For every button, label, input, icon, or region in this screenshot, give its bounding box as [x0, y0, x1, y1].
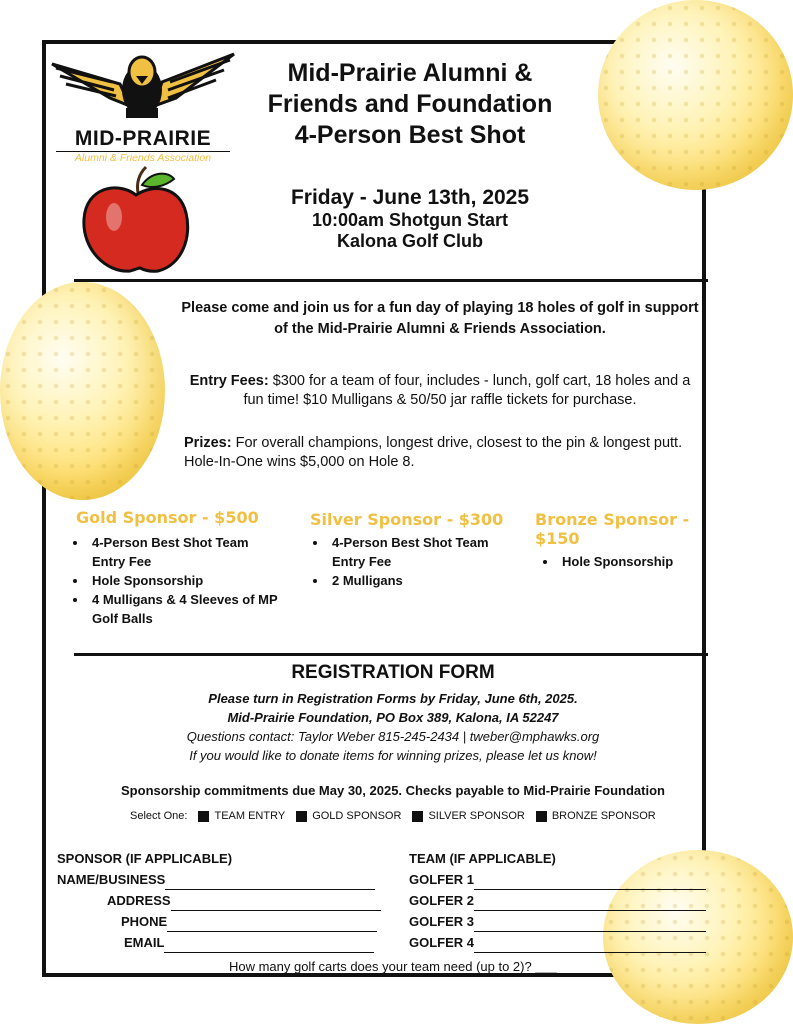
- address-label: ADDRESS: [107, 893, 171, 908]
- divider-middle: [74, 653, 708, 656]
- event-title: [200, 58, 620, 151]
- golf-ball-left: [0, 282, 165, 500]
- name-business-field[interactable]: [165, 875, 375, 890]
- bronze-sponsor-title: Bronze Sponsor - $150: [535, 510, 690, 548]
- team-fields: [409, 848, 709, 953]
- silver-item: • 2 Mulligans: [328, 571, 510, 590]
- phone-label: PHONE: [121, 914, 168, 929]
- select-one-row: [130, 810, 656, 822]
- title-line-3: 4-Person Best Shot: [294, 121, 526, 149]
- logo-name: MID-PRAIRIE: [56, 127, 230, 152]
- entry-fees-label: Entry Fees:: [189, 373, 269, 389]
- gold-item: • Hole Sponsorship: [88, 571, 280, 590]
- silver-sponsor-checkbox[interactable]: [412, 811, 423, 822]
- gold-sponsor: [60, 508, 280, 628]
- logo-tagline: Alumni & Friends Association: [74, 152, 212, 164]
- address-field[interactable]: [171, 896, 381, 911]
- title-line-1: Mid-Prairie Alumni &: [287, 59, 533, 87]
- golfer-4-label: GOLFER 4: [409, 935, 475, 950]
- golf-carts-question: How many golf carts does your team need (up to 2)? ___: [228, 959, 558, 974]
- gold-sponsor-checkbox[interactable]: [296, 811, 307, 822]
- sponsorship-commitments: Sponsorship commitments due May 30, 2025. Checks payable to Mid-Prairie Foundation: [121, 783, 665, 798]
- gold-item: • 4 Mulligans & 4 Sleeves of MP Golf Balls: [88, 590, 280, 628]
- sponsor-heading: SPONSOR (IF APPLICABLE): [57, 851, 233, 866]
- intro-text: Please come and join us for a fun day of playing 18 holes of golf in support of the Mid-Prairie Alumni & Friends Association.: [181, 300, 699, 337]
- prizes-label: Prizes:: [184, 435, 232, 451]
- bronze-sponsor-checkbox[interactable]: [536, 811, 547, 822]
- divider-top: [74, 279, 708, 282]
- event-venue: Kalona Golf Club: [337, 231, 483, 251]
- golfer-2-label: GOLFER 2: [409, 893, 475, 908]
- silver-sponsor: [300, 510, 510, 590]
- golfer-1-label: GOLFER 1: [409, 872, 475, 887]
- golfer-2-field[interactable]: [474, 896, 706, 911]
- team-entry-checkbox[interactable]: [198, 811, 209, 822]
- prizes-text: For overall champions, longest drive, closest to the pin & longest putt. Hole-In-One wins $5,000 on Hole 8.: [184, 435, 683, 470]
- registration-deadline: Please turn in Registration Forms by Friday, June 6th, 2025.: [208, 691, 578, 706]
- bronze-item: • Hole Sponsorship: [558, 552, 735, 571]
- bronze-sponsor-label: BRONZE SPONSOR: [551, 810, 656, 822]
- email-field[interactable]: [164, 938, 374, 953]
- silver-item: • 4-Person Best Shot Team Entry Fee: [328, 533, 510, 571]
- gold-sponsor-title: Gold Sponsor - $500: [76, 508, 259, 527]
- entry-fees-text: $300 for a team of four, includes - lunch, golf cart, 18 holes and a fun time! $10 Mulligans & 50/50 jar raffle tickets for purchase.: [243, 373, 691, 408]
- prizes: [184, 434, 694, 472]
- golf-ball-top-right: [598, 0, 793, 190]
- name-business-label: NAME/BUSINESS: [57, 872, 166, 887]
- golfer-4-field[interactable]: [474, 938, 706, 953]
- apple-icon: [78, 165, 196, 275]
- team-heading: TEAM (IF APPLICABLE): [409, 851, 556, 866]
- silver-sponsor-title: Silver Sponsor - $300: [310, 510, 504, 529]
- gold-item: • 4-Person Best Shot Team Entry Fee: [88, 533, 280, 571]
- silver-sponsor-label: SILVER SPONSOR: [428, 810, 525, 822]
- select-one-label: Select One:: [130, 810, 188, 822]
- registration-contact: Questions contact: Taylor Weber 815-245-2434 | tweber@mphawks.org: [186, 729, 600, 744]
- golfer-3-label: GOLFER 3: [409, 914, 475, 929]
- registration-address: Mid-Prairie Foundation, PO Box 389, Kalona, IA 52247: [227, 710, 559, 725]
- entry-fees: [180, 372, 700, 410]
- title-line-2: Friends and Foundation: [267, 90, 553, 118]
- phone-field[interactable]: [167, 917, 377, 932]
- golfer-1-field[interactable]: [474, 875, 706, 890]
- golfer-3-field[interactable]: [474, 917, 706, 932]
- event-start: 10:00am Shotgun Start: [311, 210, 509, 230]
- event-date: Friday - June 13th, 2025: [290, 186, 530, 209]
- bronze-sponsor: [530, 510, 735, 571]
- team-entry-label: TEAM ENTRY: [214, 810, 286, 822]
- event-details: [200, 186, 620, 252]
- email-label: EMAIL: [124, 935, 165, 950]
- registration-title: REGISTRATION FORM: [291, 662, 495, 683]
- sponsor-fields: [57, 848, 387, 953]
- gold-sponsor-label: GOLD SPONSOR: [312, 810, 402, 822]
- registration-donate: If you would like to donate items for winning prizes, please let us know!: [189, 748, 597, 763]
